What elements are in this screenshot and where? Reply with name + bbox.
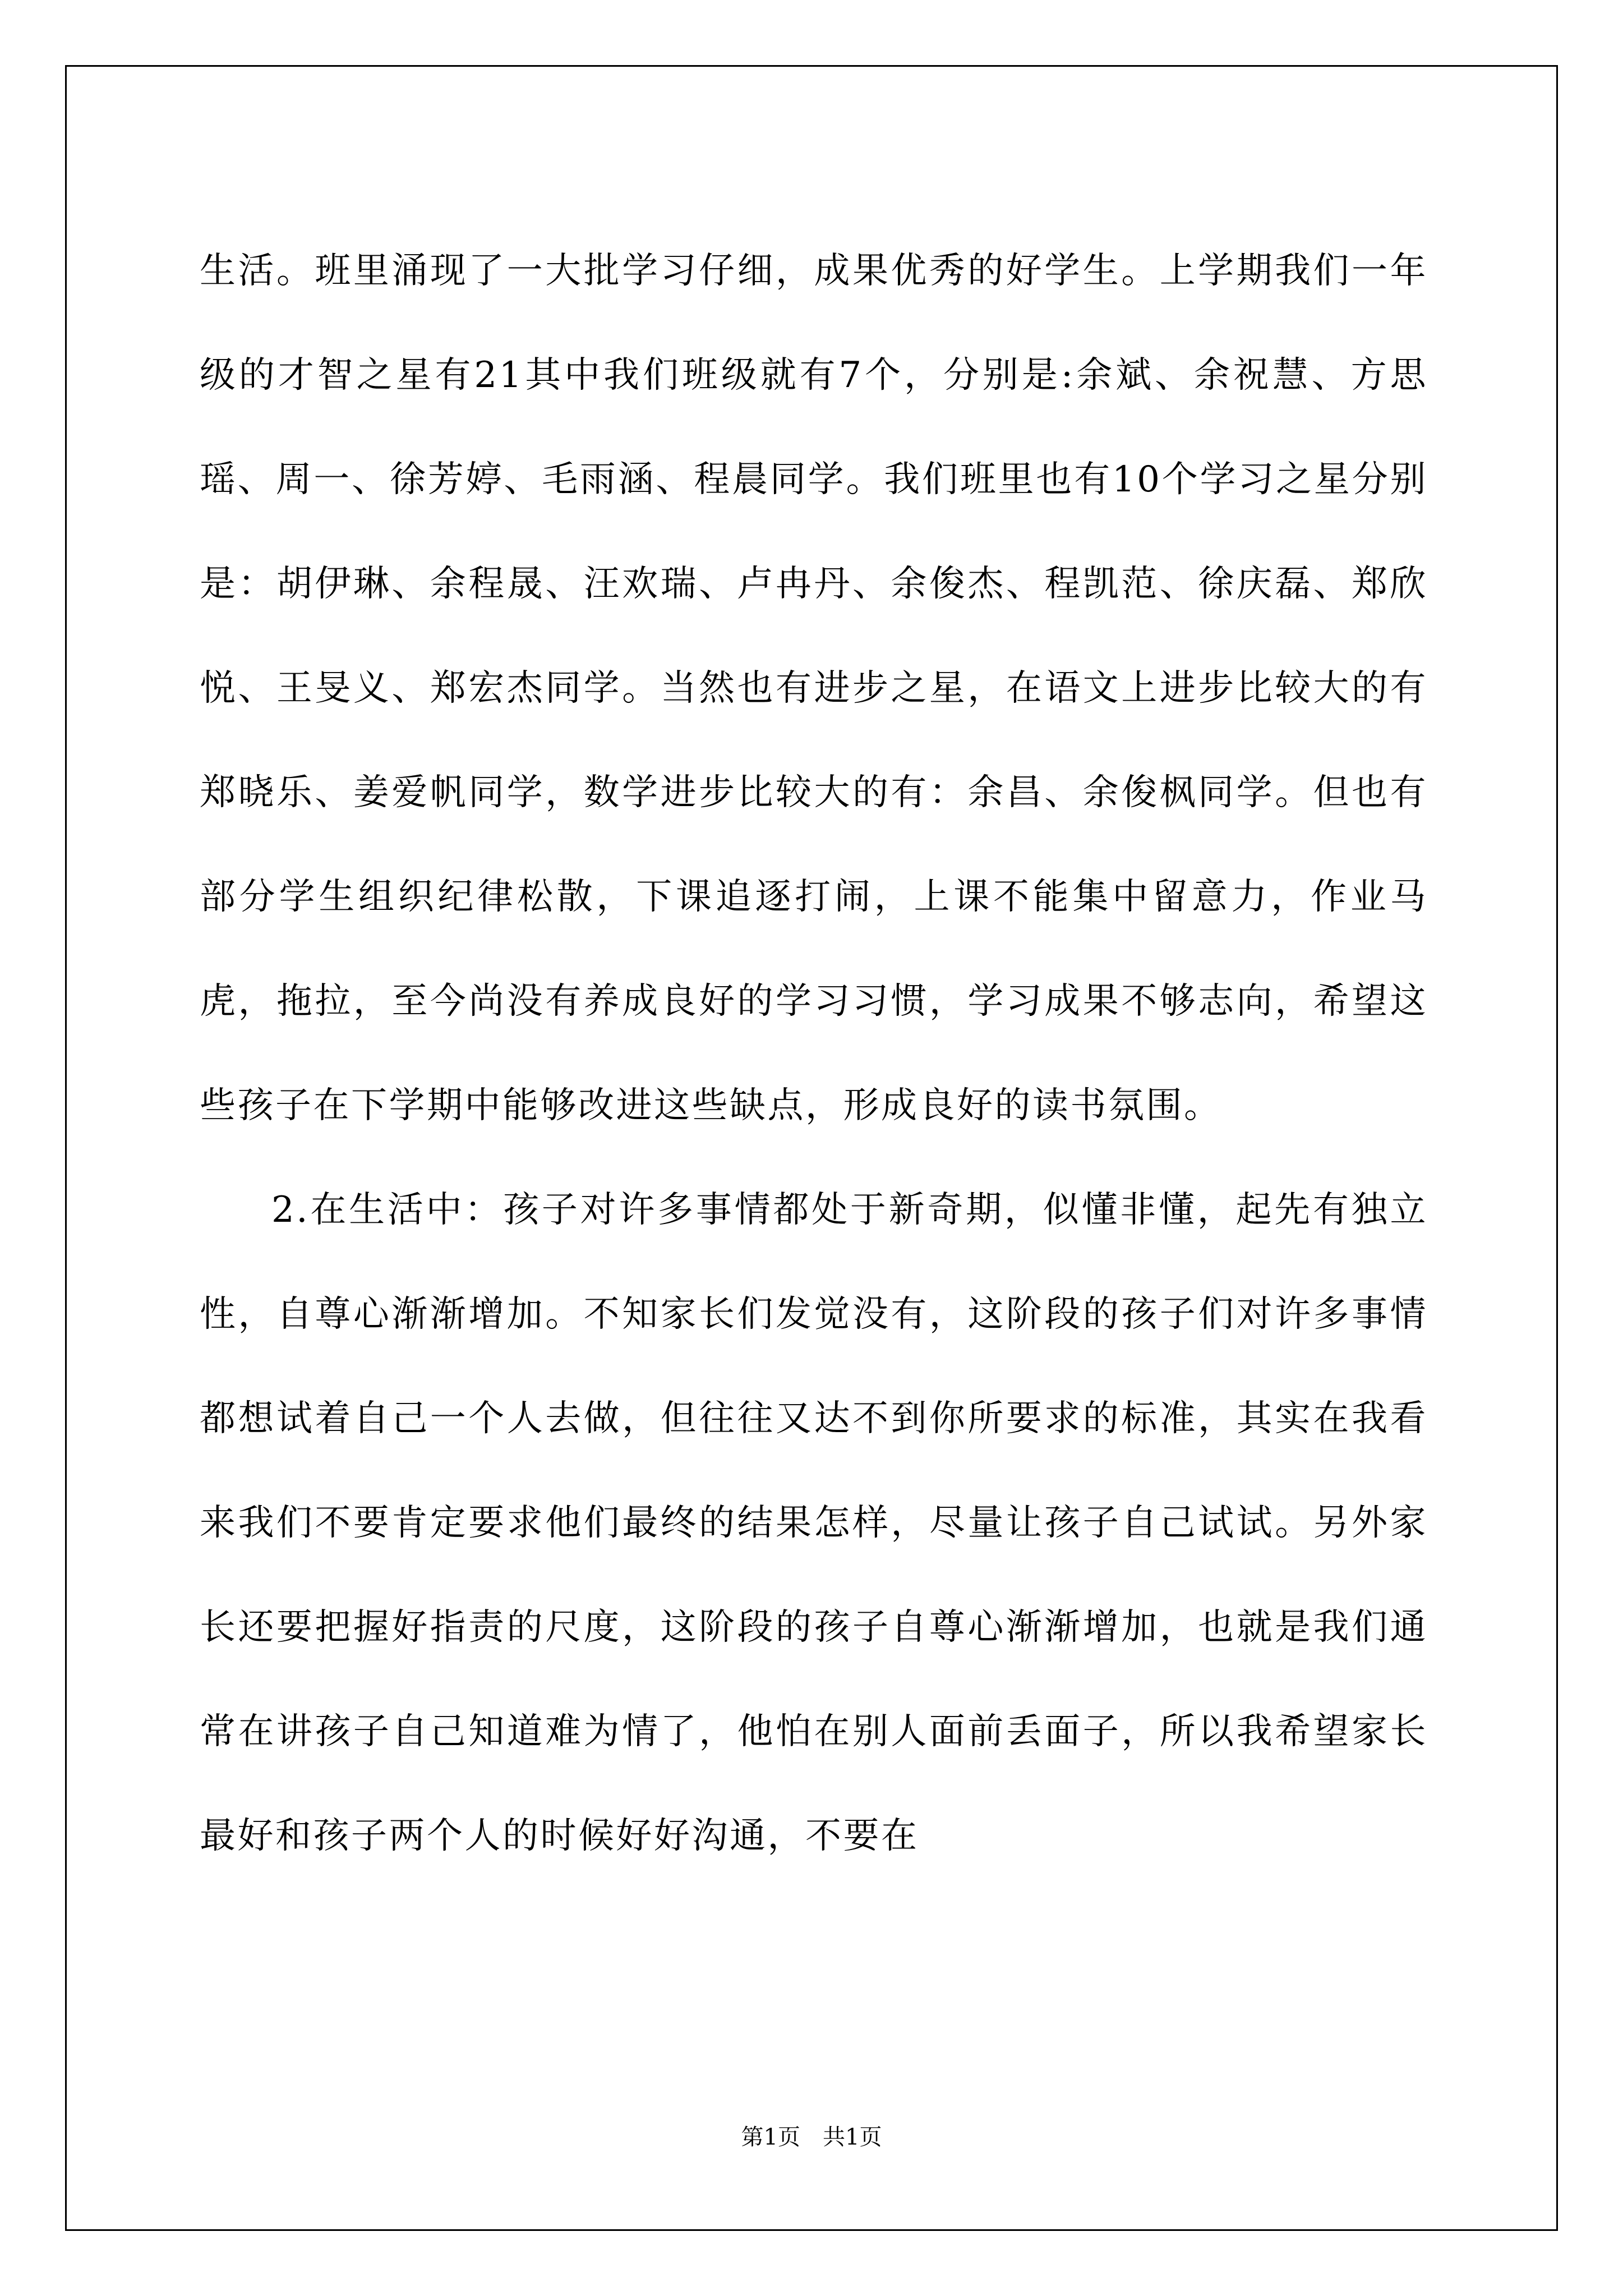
page-number-footer: 第1页 共1页 [741,2124,882,2150]
paragraph-1: 生活。班里涌现了一大批学习仔细，成果优秀的好学生。上学期我们一年级的才智之星有21其中我们班级就有7个，分别是:余斌、余祝慧、方思瑶、周一、徐芳婷、毛雨涵、程晨同学。我们班里也有10个学习之星分别是：胡伊琳、余程晟、汪欢瑞、卢冉丹、余俊杰、程凯范、徐庆磊、郑欣悦、王旻义、郑宏杰同学。当然也有进步之星，在语文上进步比较大的有郑晓乐、姜爱帆同学，数学进步比较大的有：余昌、余俊枫同学。但也有部分学生组织纪律松散，下课追逐打闹，上课不能集中留意力，作业马虎，拖拉，至今尚没有养成良好的学习习惯，学习成果不够志向，希望这些孩子在下学期中能够改进这些缺点，形成良好的读书氛围。 [200,250,1428,1126]
document-body [200,219,1428,1888]
paragraph-2: 2.在生活中：孩子对许多事情都处于新奇期，似懂非懂，起先有独立性，自尊心渐渐增加。不知家长们发觉没有，这阶段的孩子们对许多事情都想试着自己一个人去做，但往往又达不到你所要求的标准，其实在我看来我们不要肯定要求他们最终的结果怎样，尽量让孩子自己试试。另外家长还要把握好指责的尺度，这阶段的孩子自尊心渐渐增加，也就是我们通常在讲孩子自己知道难为情了，他怕在别人面前丢面子，所以我希望家长最好和孩子两个人的时候好好沟通，不要在 [200,1189,1428,1857]
